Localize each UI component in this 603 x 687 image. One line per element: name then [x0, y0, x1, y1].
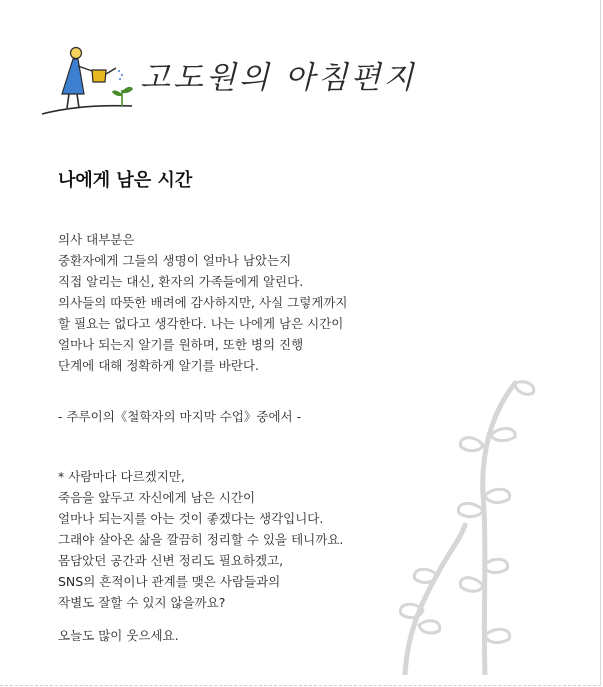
header: [40, 44, 420, 124]
quote-line: 의사들의 따뜻한 배려에 감사하지만, 사실 그렇게까지: [58, 295, 348, 310]
comment-block: [58, 466, 438, 613]
comment-line: 그래야 살아온 삶을 깔끔히 정리할 수 있을 테니까요.: [58, 532, 344, 547]
quote-line: 할 필요는 없다고 생각한다. 나는 나에게 남은 시간이: [58, 316, 344, 331]
watering-can-figure-icon: [40, 44, 140, 120]
quote-line: 얼마나 되는지 알기를 원하며, 또한 병의 진행: [58, 337, 304, 352]
comment-line: 작별도 잘할 수 있지 않을까요?: [58, 595, 226, 610]
quote-line: 단계에 대해 정확하게 알기를 바란다.: [58, 358, 259, 373]
quote-line: 직접 알리는 대신, 환자의 가족들에게 알린다.: [58, 274, 304, 289]
comment-line: 몸담았던 공간과 신변 정리도 필요하겠고,: [58, 553, 284, 568]
comment-line: 죽음을 앞두고 자신에게 남은 시간이: [58, 490, 256, 505]
brand-title: 고도원의 아침편지: [140, 60, 417, 96]
comment-line: * 사람마다 다르겠지만,: [58, 469, 185, 484]
quote-line: 의사 대부분은: [58, 232, 135, 247]
quote-source: - 주루이의《철학자의 마지막 수업》중에서 -: [58, 409, 302, 424]
comment-line: 얼마나 되는지를 아는 것이 좋겠다는 생각입니다.: [58, 511, 324, 526]
closing-line: 오늘도 많이 웃으세요.: [58, 628, 179, 643]
comment-line: SNS의 흔적이나 관계를 맺은 사람들과의: [58, 574, 281, 589]
quote-line: 중환자에게 그들의 생명이 얼마나 남았는지: [58, 253, 292, 268]
letter-title: 나에게 남은 시간: [58, 170, 193, 191]
quote-block: [58, 229, 438, 376]
